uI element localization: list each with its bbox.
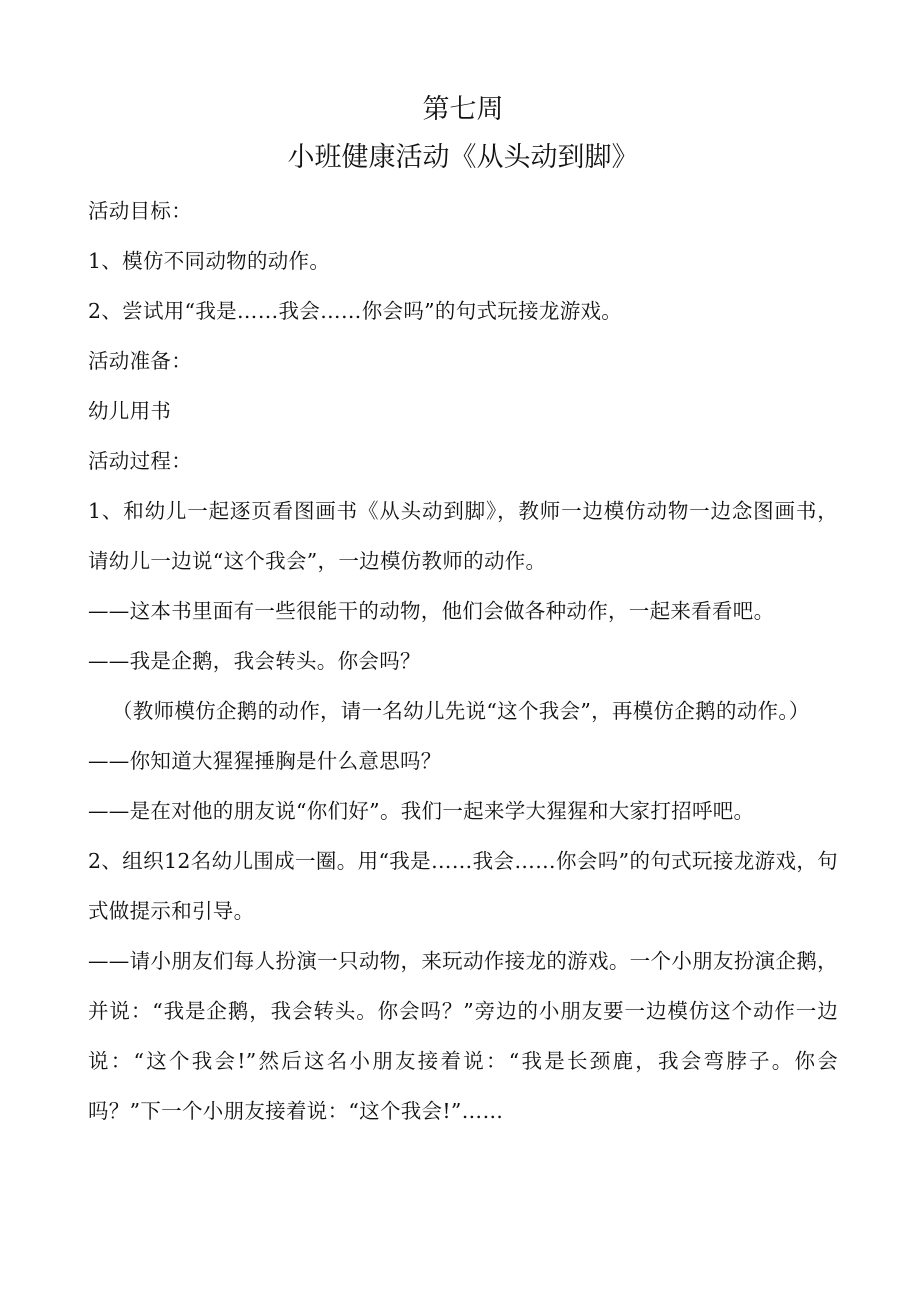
document-body [88, 186, 838, 1136]
document-page [88, 92, 838, 1136]
goal-item: 1、模仿不同动物的动作。 [88, 249, 331, 273]
process-step-2: 2、组织12名幼儿围成一圈。用“我是……我会……你会吗”的句式玩接龙游戏，句式做提示和引导。 [88, 849, 838, 923]
goal-item: 2、尝试用“我是……我会……你会吗”的句式玩接龙游戏。 [88, 299, 623, 323]
dialog-line: ——你知道大猩猩捶胸是什么意思吗？ [88, 749, 442, 773]
activity-title: 小班健康活动《从头动到脚》 [287, 142, 639, 173]
dialog-line: ——我是企鹅，我会转头。你会吗？ [88, 649, 421, 673]
preparation-label: 活动准备： [88, 349, 192, 373]
dialog-line: ——这本书里面有一些很能干的动物，他们会做各种动作，一起来看看吧。 [88, 599, 775, 623]
teacher-note: （教师模仿企鹅的动作，请一名幼儿先说“这个我会”，再模仿企鹅的动作。） [112, 699, 810, 723]
week-heading: 第七周 [422, 94, 504, 125]
dialog-paragraph: ——请小朋友们每人扮演一只动物，来玩动作接龙的游戏。一个小朋友扮演企鹅，并说：“我是企鹅，我会转头。你会吗？”旁边的小朋友要一边模仿这个动作一边说：“这个我会!”然后这名小朋友接着说：“我是长颈鹿，我会弯脖子。你会吗？”下一个小朋友接着说：“这个我会!”…… [88, 949, 838, 1123]
preparation-item: 幼儿用书 [88, 399, 172, 423]
dialog-line: ——是在对他的朋友说“你们好”。我们一起来学大猩猩和大家打招呼吧。 [88, 799, 755, 823]
goals-label: 活动目标： [88, 199, 192, 223]
process-step-1: 1、和幼儿一起逐页看图画书《从头动到脚》，教师一边模仿动物一边念图画书，请幼儿一边说“这个我会”，一边模仿教师的动作。 [88, 499, 838, 573]
process-label: 活动过程： [88, 449, 192, 473]
